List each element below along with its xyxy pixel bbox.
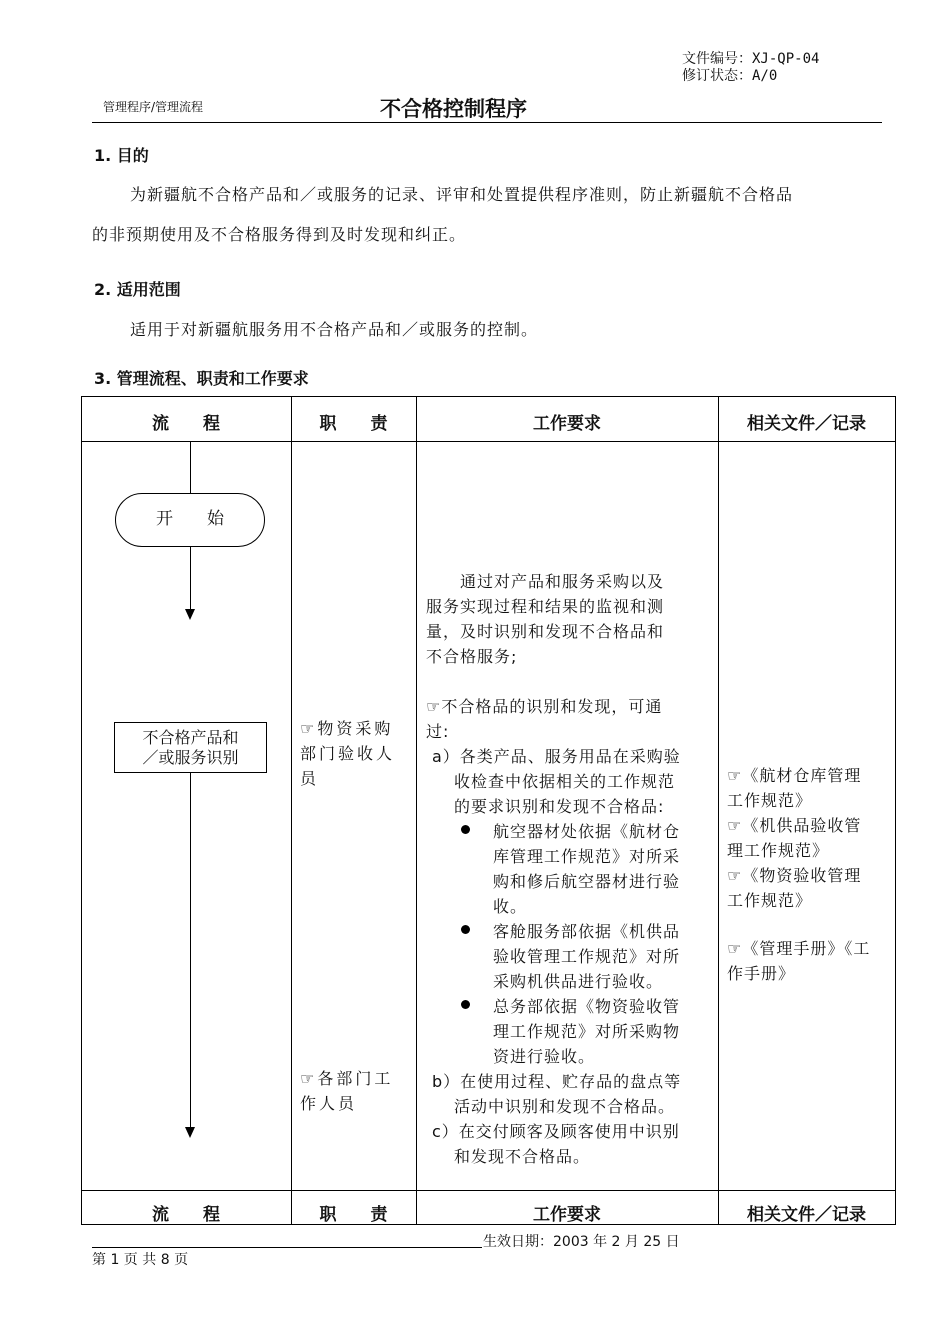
flow-process-box [114, 722, 267, 773]
work-bullet-line: 客舱服务部依据《机供品 [493, 922, 681, 941]
work-bullet-line: 采购机供品进行验收。 [493, 972, 664, 991]
work-item-b [432, 1069, 681, 1119]
work-bullet-line: 理工作规范》对所采购物 [493, 1022, 681, 1041]
related-doc-line: ☞《航材仓库管理 [727, 766, 862, 785]
work-lead-line: ☞不合格品的识别和发现，可通 [426, 697, 663, 716]
document-number: 文件编号：XJ-QP-04 [682, 51, 820, 67]
work-intro [426, 569, 664, 669]
duty-purchasing [300, 716, 395, 791]
work-bullet-line: 总务部依据《物资验收管 [493, 997, 681, 1016]
footer-header-work-requirements: 工作要求 [533, 1205, 601, 1225]
work-item-b-line: 活动中识别和发现不合格品。 [454, 1097, 676, 1116]
footer-header-related-docs: 相关文件／记录 [747, 1205, 866, 1225]
work-bullet-materials [493, 819, 680, 919]
related-docs [727, 763, 870, 986]
document-category: 管理程序/管理流程 [103, 100, 204, 114]
work-bullet-general [493, 994, 680, 1069]
work-bullet-line: 购和修后航空器材进行验 [493, 872, 681, 891]
related-doc-line: ☞《管理手册》《工 [727, 939, 871, 958]
arrow-down-icon [185, 609, 195, 620]
duty-all-staff [300, 1066, 393, 1116]
work-bullet-line: 收。 [493, 897, 528, 916]
work-item-c-line: c）在交付顾客及顾客使用中识别 [432, 1122, 680, 1141]
work-bullet-cabin [493, 919, 680, 994]
related-doc-line: ☞《物资验收管理 [727, 866, 862, 885]
header-duty: 职 责 [319, 414, 388, 434]
work-bullet-line: 验收管理工作规范》对所 [493, 947, 681, 966]
work-bullet-line: 资进行验收。 [493, 1047, 596, 1066]
work-item-a-line: a）各类产品、服务用品在采购验 [432, 747, 681, 766]
duty-all-staff-line-2: 作人员 [300, 1094, 358, 1113]
flow-box-line-2: ／或服务识别 [142, 748, 239, 767]
header-work-requirements: 工作要求 [533, 414, 601, 434]
effective-date: 生效日期：2003 年 2 月 25 日 [483, 1234, 680, 1250]
duty-purchasing-line-1: ☞物资采购 [300, 719, 394, 738]
page-title: 不合格控制程序 [380, 97, 527, 121]
bullet-icon [461, 1000, 470, 1009]
related-doc-line: 作手册》 [727, 964, 796, 983]
footer-header-duty: 职 责 [319, 1205, 388, 1225]
duty-purchasing-line-3: 员 [300, 769, 320, 788]
section-2-heading: 2. 适用范围 [94, 280, 181, 299]
work-item-a [432, 744, 681, 819]
bullet-icon [461, 925, 470, 934]
duty-purchasing-line-2: 部门验收人 [300, 744, 396, 763]
work-lead [426, 694, 662, 744]
header-related-docs: 相关文件／记录 [747, 414, 866, 434]
revision-status: 修订状态：A/0 [682, 68, 778, 84]
work-item-b-line: b）在使用过程、贮存品的盘点等 [432, 1072, 682, 1091]
work-lead-line: 过: [426, 722, 450, 741]
section-1-paragraph-line-1: 为新疆航不合格产品和／或服务的记录、评审和处置提供程序准则，防止新疆航不合格品 [130, 185, 794, 204]
page-number: 第 1 页 共 8 页 [92, 1252, 189, 1268]
footer-rule [92, 1247, 482, 1248]
flow-box-line-1: 不合格产品和 [142, 728, 239, 747]
header-rule [92, 122, 882, 123]
related-doc-line: 工作规范》 [727, 891, 813, 910]
flow-connector-2 [190, 773, 191, 1128]
section-3-heading: 3. 管理流程、职责和工作要求 [94, 369, 309, 388]
work-bullet-line: 航空器材处依据《航材仓 [493, 822, 681, 841]
work-intro-line: 量，及时识别和发现不合格品和 [426, 622, 665, 641]
flow-connector-1 [190, 547, 191, 610]
header-flow: 流 程 [152, 414, 220, 434]
related-doc-line: ☞《机供品验收管 [727, 816, 862, 835]
flow-start-label: 开 始 [156, 509, 224, 529]
work-item-a-line: 的要求识别和发现不合格品: [454, 797, 665, 816]
related-doc-spacer [727, 913, 870, 936]
work-item-c-line: 和发现不合格品。 [454, 1147, 591, 1166]
section-1-paragraph-line-2: 的非预期使用及不合格服务得到及时发现和纠正。 [92, 225, 467, 244]
flow-start-terminator [115, 493, 265, 547]
section-1-heading: 1. 目的 [94, 146, 149, 165]
duty-all-staff-line-1: ☞各部门工 [300, 1069, 394, 1088]
work-item-c [432, 1119, 680, 1169]
flow-connector-top [190, 441, 191, 494]
bullet-icon [461, 825, 470, 834]
footer-header-flow: 流 程 [152, 1205, 220, 1225]
work-intro-line: 不合格服务; [426, 647, 518, 666]
work-item-a-line: 收检查中依据相关的工作规范 [454, 772, 676, 791]
related-doc-line: 工作规范》 [727, 791, 813, 810]
arrow-down-icon [185, 1127, 195, 1138]
work-bullet-line: 库管理工作规范》对所采 [493, 847, 681, 866]
work-intro-line: 通过对产品和服务采购以及 [426, 572, 665, 591]
section-2-paragraph: 适用于对新疆航服务用不合格产品和／或服务的控制。 [130, 320, 539, 339]
related-doc-line: 理工作规范》 [727, 841, 830, 860]
work-intro-line: 服务实现过程和结果的监视和测 [426, 597, 665, 616]
